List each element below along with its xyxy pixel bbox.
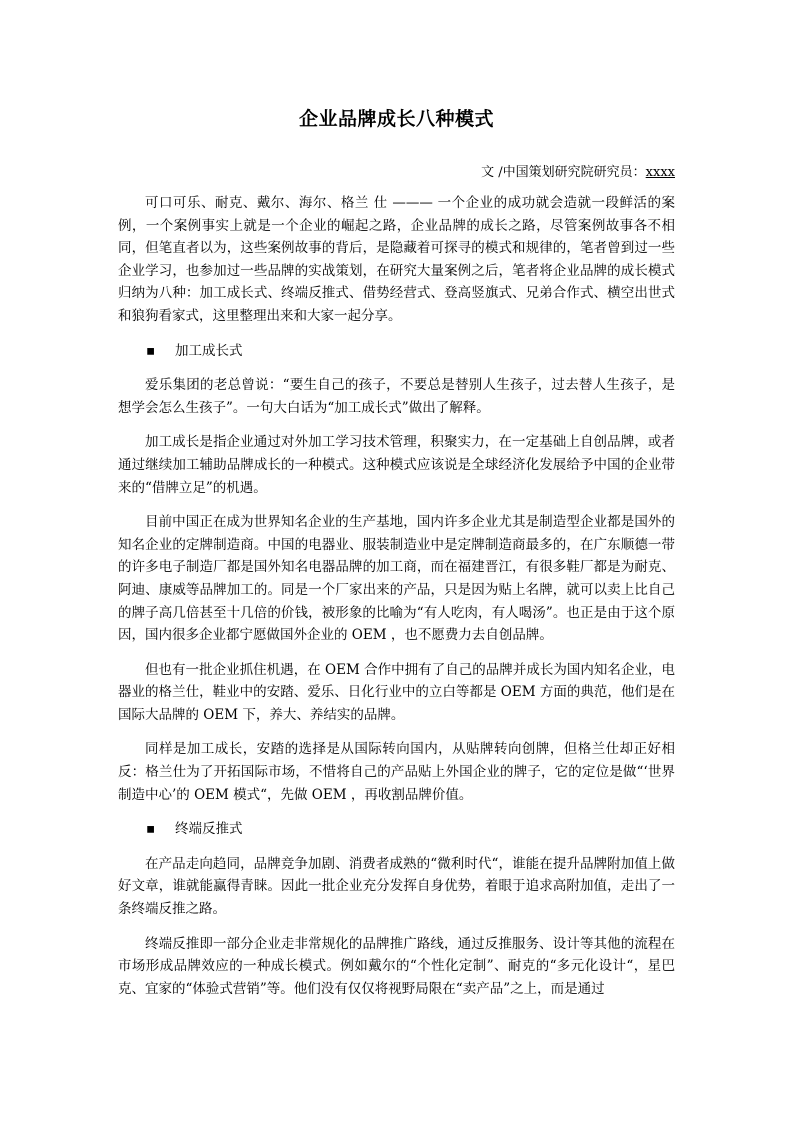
byline-author: xxxx xyxy=(645,165,675,180)
paragraph: 终端反推即一部分企业走非常规化的品牌推广路线，通过反推服务、设计等其他的流程在市场形成品牌效应的一种成长模式。例如戴尔的“个性化定制”、耐克的“多元化设计“，星巴克、宜家的“体验式营销”等。他们没有仅仅将视野局限在“卖产品”之上，而是通过 xyxy=(118,935,675,997)
section-heading-text: 终端反推式 xyxy=(175,821,243,838)
paragraph: 但也有一批企业抓住机遇，在 OEM 合作中拥有了自己的品牌并成长为国内知名企业，电器业的格兰仕，鞋业中的安踏、爱乐、日化行业中的立白等都是 OEM 方面的典范，他们是在国际大品牌的 OEM 下，养大、养结实的品牌。 xyxy=(118,661,675,723)
section-heading-terminal-push xyxy=(118,818,675,841)
byline xyxy=(481,161,675,180)
paragraph: 爱乐集团的老总曾说：“要生自己的孩子，不要总是替别人生孩子，过去替人生孩子，是想学会怎么生孩子”。一句大白话为“加工成长式”做出了解释。 xyxy=(118,377,675,416)
bullet-icon: ▪ xyxy=(146,342,156,359)
bullet-icon: ▪ xyxy=(146,821,156,838)
section-heading-text: 加工成长式 xyxy=(175,342,243,359)
intro-paragraph: 可口可乐、耐克、戴尔、海尔、格兰 仕 ——— 一个企业的成功就会造就一段鲜活的案例，一个案例事实上就是一个企业的崛起之路，企业品牌的成长之路，尽管案例故事各不相同，但笔直者以为，这些案例故事的背后，是隐藏着可探寻的模式和规律的，笔者曾到过一些企业学习，也参加过一些品牌的实战策划，在研究大量案例之后，笔者将企业品牌的成长模式归纳为八种：加工成长式、终端反推式、借势经营式、登高竖旗式、兄弟合作式、横空出世式和狼狗看家式，这里整理出来和大家一起分享。 xyxy=(118,195,675,324)
paragraph: 同样是加工成长，安踏的选择是从国际转向国内，从贴牌转向创牌，但格兰仕却正好相反：格兰仕为了开拓国际市场，不惜将自己的产品贴上外国企业的牌子，它的定位是做“‘世界制造中心’的 OEM 模式“，先做 OEM ，再收割品牌价值。 xyxy=(118,741,675,803)
paragraph: 在产品走向趋同，品牌竞争加剧、消费者成熟的“微利时代“，谁能在提升品牌附加值上做好文章，谁就能赢得青睐。因此一批企业充分发挥自身优势，着眼于追求高附加值，走出了一条终端反推之路。 xyxy=(118,855,675,918)
paragraph: 加工成长是指企业通过对外加工学习技术管理，积聚实力，在一定基础上自创品牌，或者通过继续加工辅助品牌成长的一种模式。这种模式应该说是全球经济化发展给予中国的企业带来的“借牌立足”的机遇。 xyxy=(118,434,675,496)
byline-prefix: 文 /中国策划研究院研究员： xyxy=(481,165,646,180)
paragraph: 目前中国正在成为世界知名企业的生产基地，国内许多企业尤其是制造型企业都是国外的知名企业的定牌制造商。中国的电器业、服装制造业中是定牌制造商最多的，在广东顺德一带的许多电子制造厂都是国外知名电器品牌的加工商，而在福建晋江，有很多鞋厂都是为耐克、阿迪、康威等品牌加工的。同是一个厂家出来的产品，只是因为贴上名牌，就可以卖上比自己的牌子高几倍甚至十几倍的价钱，被形象的比喻为“有人吃肉，有人喝汤”。也正是由于这个原因，国内很多企业都宁愿做国外企业的 OEM ，也不愿费力去自创品牌。 xyxy=(118,514,675,644)
document-body xyxy=(118,192,675,1012)
section-heading-processing-growth xyxy=(118,340,675,363)
document-title: 企业品牌成长八种模式 xyxy=(298,108,494,130)
